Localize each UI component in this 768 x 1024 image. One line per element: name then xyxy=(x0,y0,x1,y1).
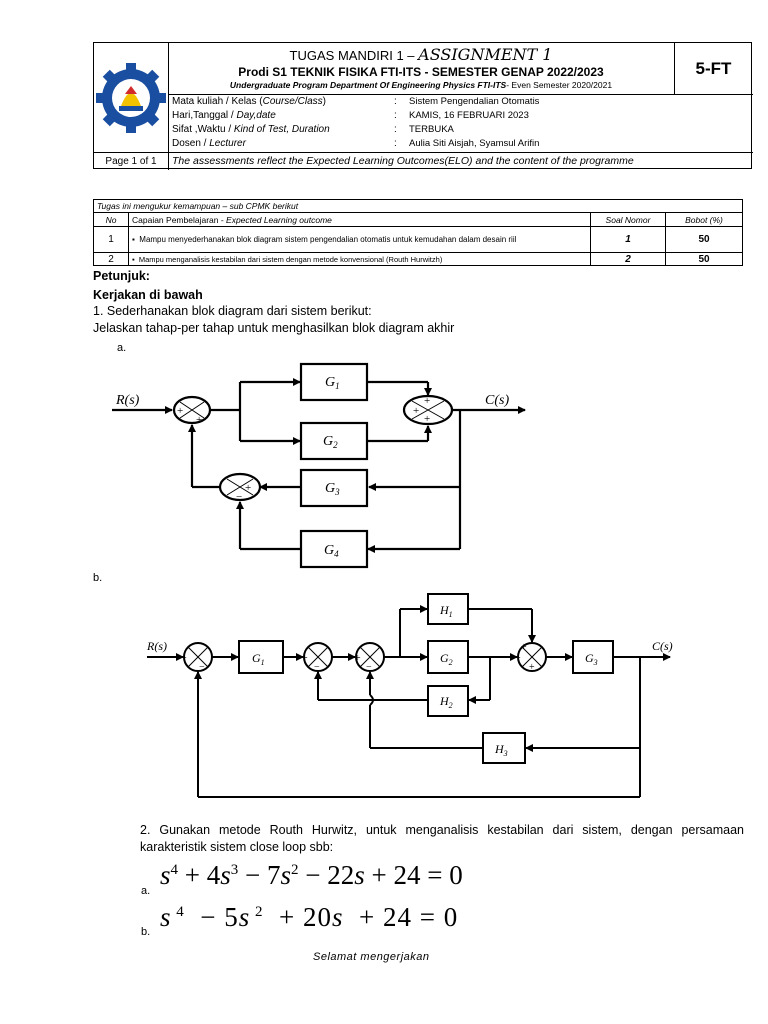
svg-text:+: + xyxy=(424,413,431,425)
question-1-detail: Jelaskan tahap-per tahap untuk menghasilkan blok diagram akhir xyxy=(93,321,455,335)
svg-text:+: + xyxy=(424,395,431,407)
col-header-bobot: Bobot (%) xyxy=(666,213,743,227)
label-a: a. xyxy=(117,342,127,354)
equation-b: s $^4$ − 5s $^2$ + 20s + 24 = 0 xyxy=(160,902,459,932)
page-number: Page 1 of 1 xyxy=(94,152,169,170)
diagram-a-block-g3: $G_3$ xyxy=(325,481,340,497)
eq-a-label: a. xyxy=(141,885,151,897)
col-header-no: No xyxy=(94,213,129,227)
info-label-kind: Sifat ,Waktu / Kind of Test, Duration xyxy=(172,124,330,135)
info-label-course: Mata kuliah / Kelas (Course/Class) xyxy=(172,96,326,107)
svg-text:+: + xyxy=(302,653,308,664)
diagram-b-output-label: C(s) xyxy=(652,639,673,653)
label-b: b. xyxy=(93,572,103,584)
info-value-course: Sistem Pengendalian Otomatis xyxy=(409,96,540,107)
svg-text:+: + xyxy=(177,405,184,417)
course-code: 5-FT xyxy=(674,43,753,95)
program-title: Prodi S1 TEKNIK FISIKA FTI-ITS - SEMESTER GENAP 2022/2023 xyxy=(238,65,604,79)
petunjuk-heading: Petunjuk: xyxy=(93,269,150,283)
assignment-title: TUGAS MANDIRI 1 – ASSIGNMENT 1 xyxy=(289,45,553,64)
svg-text:+: + xyxy=(245,482,252,494)
table-row: 1 ▪ Mampu menyederhanakan blok diagram sistem pengendalian otomatis untuk kemudahan dalam desain riil 1 50 xyxy=(94,227,743,253)
diagram-b-block-g2: $G_2$ xyxy=(440,651,453,667)
info-value-lecturer: Aulia Siti Aisjah, Syamsul Arifin xyxy=(409,138,540,149)
svg-text:+: + xyxy=(355,653,361,664)
table-row: 2 ▪ Mampu menganalisis kestabilan dari sistem dengan metode konvensional (Routh Hurwitzh) 2 50 xyxy=(94,253,743,266)
diagram-a-block-g2: $G_2$ xyxy=(323,434,338,450)
elo-note: The assessments reflect the Expected Learning Outcomes(ELO) and the content of the programme xyxy=(168,152,753,169)
info-label-lecturer: Dosen / Lecturer xyxy=(172,138,246,149)
diagram-b-block-h2: $H_2$ xyxy=(440,694,453,710)
cpmk-caption: Tugas ini mengukur kemampuan – sub CPMK berikut xyxy=(94,200,743,213)
kerjakan-heading: Kerjakan di bawah xyxy=(93,288,203,302)
eq-b-label: b. xyxy=(141,926,151,938)
diagram-b-block-g3: $G_3$ xyxy=(585,651,598,667)
info-value-date: KAMIS, 16 FEBRUARI 2023 xyxy=(409,110,529,121)
diagram-a-input-label: R(s) xyxy=(116,393,140,408)
course-info: Mata kuliah / Kelas (Course/Class) : Sistem Pengendalian Otomatis Hari,Tanggal / Day,date : KAMIS, 16 FEBRUARI 2023 Sifat ,Waktu / Kind of Test, Duration : TERBUKA Dosen / Lecturer : Aulia Siti Aisjah, Syamsul Arifin xyxy=(172,96,540,149)
svg-text:+: + xyxy=(413,405,420,417)
info-label-date: Hari,Tanggal / Day,date xyxy=(172,110,276,121)
program-subtitle: Undergraduate Program Department Of Engineering Physics FTI-ITS- Even Semester 2020/2021 xyxy=(229,80,613,90)
svg-text:−: − xyxy=(199,662,205,673)
svg-text:−: − xyxy=(366,662,372,673)
col-header-soal: Soal Nomor xyxy=(591,213,666,227)
question-2: 2. Gunakan metode Routh Hurwitz, untuk menganalisis kestabilan dari sistem, dengan persamaan karakteristik sistem close loop sbb: xyxy=(140,823,744,854)
svg-text:−: − xyxy=(236,491,243,503)
svg-text:+: + xyxy=(181,653,187,664)
diagram-b-block-h1: $H_1$ xyxy=(440,603,453,619)
equation-a: $s^4 + 4s^3 - 7s^2 - 22s + 24 = 0$ xyxy=(160,860,463,890)
svg-text:+: + xyxy=(196,414,203,426)
col-header-outcome: Capaian Pembelajaran - Expected Learning outcome xyxy=(129,213,591,227)
diagram-a-block-g1: $G_1$ xyxy=(325,375,340,391)
svg-text:+: + xyxy=(521,642,527,653)
closing-note: Selamat mengerjakan xyxy=(313,951,430,963)
diagram-a-block-g4: $G_4$ xyxy=(324,543,339,559)
svg-text:−: − xyxy=(314,662,320,673)
diagram-a-output-label: C(s) xyxy=(485,393,510,408)
diagram-b-block-g1: $G_1$ xyxy=(252,651,265,667)
diagram-b-input-label: R(s) xyxy=(147,639,167,653)
info-value-kind: TERBUKA xyxy=(409,124,454,135)
svg-text:+: + xyxy=(529,662,535,673)
question-1: 1. Sederhanakan blok diagram dari sistem berikut: xyxy=(93,304,372,318)
svg-text:+: + xyxy=(515,653,521,664)
diagram-b-block-h3: $H_3$ xyxy=(495,742,508,758)
